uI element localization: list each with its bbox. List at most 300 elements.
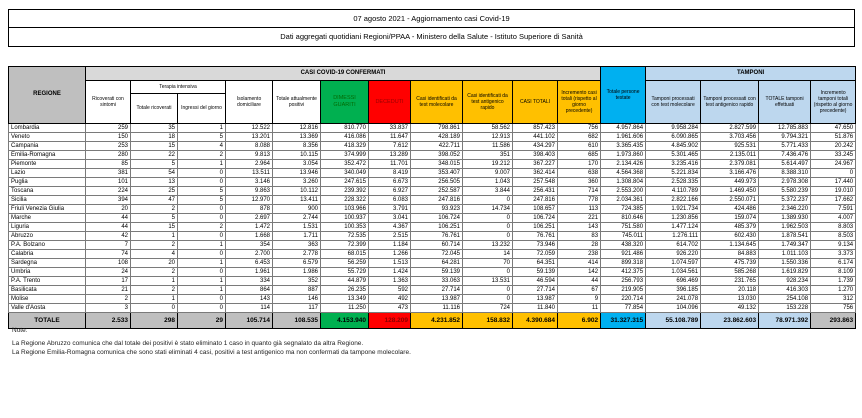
value-cell: 1.973.860 [601, 151, 646, 160]
value-cell: 20 [86, 205, 131, 214]
value-cell: 4 [178, 142, 226, 151]
value-cell: 8.803 [811, 223, 856, 232]
value-cell: 2.134.426 [601, 160, 646, 169]
notes-label: Note: [12, 327, 28, 334]
value-cell: 334 [226, 277, 273, 286]
table-row [9, 142, 856, 151]
value-cell: 26.235 [321, 286, 369, 295]
value-cell: 12.522 [226, 124, 273, 133]
value-cell: 312 [811, 295, 856, 304]
value-cell: 7.436.476 [759, 151, 811, 160]
value-cell: 0 [178, 304, 226, 313]
covid-data-table [8, 66, 856, 329]
value-cell: 108.657 [513, 205, 558, 214]
value-cell: 13.946 [273, 169, 321, 178]
value-cell: 5 [178, 187, 226, 196]
value-cell: 20.118 [701, 286, 759, 295]
value-cell: 6.174 [811, 259, 856, 268]
value-cell: 810.770 [321, 124, 369, 133]
value-cell: 20 [131, 259, 178, 268]
value-cell: 1.921.734 [646, 205, 701, 214]
value-cell: 7 [86, 241, 131, 250]
region-name: Liguria [9, 223, 86, 232]
value-cell: 3.166.476 [701, 169, 759, 178]
value-cell: 352.472 [321, 160, 369, 169]
value-cell: 473 [369, 304, 411, 313]
value-cell: 29 [178, 313, 226, 329]
value-cell: 438.320 [601, 241, 646, 250]
value-cell: 105.714 [226, 313, 273, 329]
table-row [9, 178, 856, 187]
value-cell: 31.327.315 [601, 313, 646, 329]
value-cell: 35 [131, 124, 178, 133]
value-cell: 1.134.645 [701, 241, 759, 250]
value-cell: 1.668 [226, 232, 273, 241]
value-cell: 0 [131, 304, 178, 313]
value-cell: 259 [86, 124, 131, 133]
value-cell: 0 [178, 295, 226, 304]
value-cell: 10.115 [273, 151, 321, 160]
value-cell: 100.353 [321, 223, 369, 232]
value-cell: 100.937 [321, 214, 369, 223]
value-cell: 0 [463, 286, 513, 295]
value-cell: 9.134 [811, 241, 856, 250]
value-cell: 1.034.561 [646, 268, 701, 277]
col-header-incremento-tamponi: Incremento tamponi totali (rispetto al giorno precedente) [811, 81, 856, 124]
value-cell: 638 [558, 169, 601, 178]
value-cell: 11 [558, 304, 601, 313]
value-cell: 751.580 [601, 223, 646, 232]
value-cell: 381 [86, 169, 131, 178]
region-name: Friuli Venezia Giulia [9, 205, 86, 214]
value-cell: 280 [86, 151, 131, 160]
value-cell: 362.414 [513, 169, 558, 178]
value-cell: 257.548 [513, 178, 558, 187]
table-row [9, 205, 856, 214]
region-name: P.A. Bolzano [9, 241, 86, 250]
value-cell: 2 [86, 295, 131, 304]
value-cell: 158.832 [463, 313, 513, 329]
value-cell: 247.615 [321, 178, 369, 187]
value-cell: 10.112 [273, 187, 321, 196]
region-name: Puglia [9, 178, 86, 187]
region-name: Sardegna [9, 259, 86, 268]
region-name: Calabria [9, 250, 86, 259]
value-cell: 5.301.465 [646, 151, 701, 160]
value-cell: 1.074.597 [646, 259, 701, 268]
value-cell: 3.235.416 [646, 160, 701, 169]
value-cell: 6.090.865 [646, 133, 701, 142]
table-row [9, 160, 856, 169]
col-header-deceduti: DECEDUTI [369, 81, 411, 124]
value-cell: 228.322 [321, 196, 369, 205]
region-name: Emilia-Romagna [9, 151, 86, 160]
value-cell: 685 [558, 151, 601, 160]
value-cell: 1 [178, 277, 226, 286]
value-cell: 13.289 [369, 151, 411, 160]
col-header-attualmente-positivi: Totale attualmente positivi [273, 81, 321, 124]
value-cell: 17 [86, 277, 131, 286]
value-cell: 1.739 [811, 277, 856, 286]
value-cell: 9.007 [463, 169, 513, 178]
value-cell: 2.700 [226, 250, 273, 259]
value-cell: 241.078 [646, 295, 701, 304]
col-header-isolamento: Isolamento domiciliare [226, 81, 273, 124]
value-cell: 11.647 [369, 133, 411, 142]
value-cell: 614.702 [646, 241, 701, 250]
value-cell: 921.486 [601, 250, 646, 259]
table-row [9, 241, 856, 250]
value-cell: 146 [273, 295, 321, 304]
value-cell: 1.749.347 [759, 241, 811, 250]
value-cell: 170 [558, 160, 601, 169]
value-cell: 756 [811, 304, 856, 313]
value-cell: 11.250 [321, 304, 369, 313]
value-cell: 4 [131, 250, 178, 259]
value-cell: 899.318 [601, 259, 646, 268]
value-cell: 0 [811, 169, 856, 178]
value-cell: 0 [178, 169, 226, 178]
value-cell: 19.010 [811, 187, 856, 196]
value-cell: 106.724 [513, 214, 558, 223]
value-cell: 72.059 [513, 250, 558, 259]
value-cell: 0 [178, 205, 226, 214]
value-cell: 3.054 [273, 160, 321, 169]
value-cell: 1.276.111 [646, 232, 701, 241]
table-row [9, 277, 856, 286]
value-cell: 78.971.392 [759, 313, 811, 329]
table-row [9, 295, 856, 304]
value-cell: 247.816 [411, 196, 463, 205]
value-cell: 15 [131, 223, 178, 232]
value-cell: 6.673 [369, 178, 411, 187]
value-cell: 6.083 [369, 196, 411, 205]
value-cell: 11.701 [369, 160, 411, 169]
value-cell: 5 [178, 196, 226, 205]
value-cell: 27.714 [411, 286, 463, 295]
value-cell: 2.346.220 [759, 205, 811, 214]
value-cell: 13.349 [321, 295, 369, 304]
value-cell: 108.535 [273, 313, 321, 329]
value-cell: 2 [178, 223, 226, 232]
value-cell: 418.329 [321, 142, 369, 151]
value-cell: 47.650 [811, 124, 856, 133]
region-name: Campania [9, 142, 86, 151]
value-cell: 256.793 [601, 277, 646, 286]
value-cell: 4.153.940 [321, 313, 369, 329]
value-cell: 72.045 [411, 250, 463, 259]
value-cell: 220.714 [601, 295, 646, 304]
value-cell: 73.946 [513, 241, 558, 250]
value-cell: 64.351 [513, 259, 558, 268]
value-cell: 857.423 [513, 124, 558, 133]
value-cell: 143 [226, 295, 273, 304]
value-cell: 1 [178, 241, 226, 250]
value-cell: 363 [273, 241, 321, 250]
value-cell: 22 [131, 151, 178, 160]
value-cell: 351 [463, 151, 513, 160]
value-cell: 2 [131, 205, 178, 214]
value-cell: 414 [558, 259, 601, 268]
value-cell: 103.966 [321, 205, 369, 214]
value-cell: 76.761 [411, 232, 463, 241]
value-cell: 25 [131, 187, 178, 196]
value-cell: 352 [273, 277, 321, 286]
value-cell: 2 [178, 151, 226, 160]
value-cell: 13.531 [463, 277, 513, 286]
value-cell: 104.096 [646, 304, 701, 313]
value-cell: 900 [273, 205, 321, 214]
table-row [9, 250, 856, 259]
value-cell: 0 [463, 232, 513, 241]
value-cell: 2.550.071 [701, 196, 759, 205]
value-cell: 1.711 [273, 232, 321, 241]
value-cell: 47 [131, 196, 178, 205]
value-cell: 19.212 [463, 160, 513, 169]
value-cell: 7.591 [811, 205, 856, 214]
table-row [9, 133, 856, 142]
value-cell: 412.375 [601, 268, 646, 277]
value-cell: 13.511 [226, 169, 273, 178]
value-cell: 21 [86, 286, 131, 295]
value-cell: 0 [463, 223, 513, 232]
value-cell: 354 [226, 241, 273, 250]
value-cell: 0 [463, 295, 513, 304]
value-cell: 24 [86, 268, 131, 277]
region-name: Umbria [9, 268, 86, 277]
value-cell: 2.528.335 [646, 178, 701, 187]
value-cell: 28 [558, 241, 601, 250]
value-cell: 434.297 [513, 142, 558, 151]
value-cell: 15 [131, 142, 178, 151]
col-header-regione: REGIONE [9, 67, 86, 124]
value-cell: 117 [273, 304, 321, 313]
value-cell: 585.268 [701, 268, 759, 277]
col-header-casi-antigenico: Casi identificati da test antigenico rapido [463, 81, 513, 124]
report-subtitle: Dati aggregati quotidiani Regioni/PPAA - Ministero della Salute - Istituto Superiore di Sanità [280, 32, 583, 41]
value-cell: 59.139 [411, 268, 463, 277]
value-cell: 1 [178, 259, 226, 268]
value-cell: 72.399 [321, 241, 369, 250]
value-cell: 1.986 [273, 268, 321, 277]
table-body [9, 124, 856, 329]
value-cell: 3.365.435 [601, 142, 646, 151]
value-cell: 2.034.361 [601, 196, 646, 205]
value-cell: 810.646 [601, 214, 646, 223]
value-cell: 253 [86, 142, 131, 151]
value-cell: 3.260 [273, 178, 321, 187]
value-cell: 77.854 [601, 304, 646, 313]
value-cell: 1 [178, 286, 226, 295]
value-cell: 3.373 [811, 250, 856, 259]
value-cell: 8.088 [226, 142, 273, 151]
value-cell: 696.469 [646, 277, 701, 286]
value-cell: 3.791 [369, 205, 411, 214]
value-cell: 33.063 [411, 277, 463, 286]
value-cell: 798.861 [411, 124, 463, 133]
value-cell: 0 [178, 214, 226, 223]
value-cell: 4.564.368 [601, 169, 646, 178]
value-cell: 252.587 [411, 187, 463, 196]
group-header-terapia-intensiva: Terapia intensiva [131, 81, 226, 94]
value-cell: 441.102 [513, 133, 558, 142]
value-cell: 58.562 [463, 124, 513, 133]
value-cell: 4.007 [811, 214, 856, 223]
value-cell: 4.390.684 [513, 313, 558, 329]
region-name: P.A. Trento [9, 277, 86, 286]
group-header-casi-confermati: CASI COVID-19 CONFERMATI [86, 67, 601, 81]
value-cell: 1.363 [369, 277, 411, 286]
value-cell: 114 [226, 304, 273, 313]
value-cell: 51.876 [811, 133, 856, 142]
value-cell: 93.923 [411, 205, 463, 214]
value-cell: 44 [86, 223, 131, 232]
value-cell: 1.270 [811, 286, 856, 295]
col-header-incremento-casi: Incremento casi totali (rispetto al giorno precedente) [558, 81, 601, 124]
value-cell: 106.251 [411, 223, 463, 232]
value-cell: 9.958.284 [646, 124, 701, 133]
value-cell: 1.961 [226, 268, 273, 277]
value-cell: 64.281 [411, 259, 463, 268]
value-cell: 44 [558, 277, 601, 286]
value-cell: 20.242 [811, 142, 856, 151]
value-cell: 54 [131, 169, 178, 178]
value-cell: 398.403 [513, 151, 558, 160]
value-cell: 3 [86, 304, 131, 313]
value-cell: 1.513 [369, 259, 411, 268]
value-cell: 9.863 [226, 187, 273, 196]
value-cell: 2.697 [226, 214, 273, 223]
value-cell: 8.388.310 [759, 169, 811, 178]
value-cell: 5.580.239 [759, 187, 811, 196]
value-cell: 17.662 [811, 196, 856, 205]
value-cell: 4.231.852 [411, 313, 463, 329]
value-cell: 878 [226, 205, 273, 214]
value-cell: 0 [463, 268, 513, 277]
value-cell: 44 [86, 214, 131, 223]
value-cell: 1 [131, 232, 178, 241]
value-cell: 1.531 [273, 223, 321, 232]
value-cell: 396.185 [646, 286, 701, 295]
value-cell: 2 [131, 241, 178, 250]
value-cell: 2.978.308 [759, 178, 811, 187]
value-cell: 5.221.834 [646, 169, 701, 178]
value-cell: 1.184 [369, 241, 411, 250]
value-cell: 0 [463, 196, 513, 205]
col-header-casi-molecolare: Casi identificati da test molecolare [411, 81, 463, 124]
value-cell: 926.220 [646, 250, 701, 259]
value-cell: 424.486 [701, 205, 759, 214]
value-cell: 60.714 [411, 241, 463, 250]
value-cell: 17.440 [811, 178, 856, 187]
value-cell: 12.816 [273, 124, 321, 133]
value-cell: 18 [131, 133, 178, 142]
table-row [9, 169, 856, 178]
value-cell: 1.472 [226, 223, 273, 232]
value-cell: 11.116 [411, 304, 463, 313]
region-name: Sicilia [9, 196, 86, 205]
value-cell: 6.902 [558, 313, 601, 329]
col-header-ricoverati: Ricoverati con sintomi [86, 81, 131, 124]
table-row [9, 232, 856, 241]
report-date-title: 07 agosto 2021 - Aggiornamento casi Covid-19 [9, 10, 854, 28]
value-cell: 724 [463, 304, 513, 313]
value-cell: 353.407 [411, 169, 463, 178]
value-cell: 610 [558, 142, 601, 151]
value-cell: 56.259 [321, 259, 369, 268]
value-cell: 1 [131, 295, 178, 304]
table-row [9, 124, 856, 133]
value-cell: 9.794.321 [759, 133, 811, 142]
value-cell: 49.132 [701, 304, 759, 313]
value-cell: 2 [131, 286, 178, 295]
value-cell: 5.372.237 [759, 196, 811, 205]
value-cell: 374.999 [321, 151, 369, 160]
value-cell: 83 [558, 232, 601, 241]
value-cell: 925.531 [701, 142, 759, 151]
region-name: Basilicata [9, 286, 86, 295]
value-cell: 3.146 [226, 178, 273, 187]
table-row [9, 196, 856, 205]
region-name: Abruzzo [9, 232, 86, 241]
value-cell: 11.840 [513, 304, 558, 313]
value-cell: 12.913 [463, 133, 513, 142]
value-cell: 1 [178, 124, 226, 133]
value-cell: 221 [558, 214, 601, 223]
value-cell: 0 [178, 268, 226, 277]
value-cell: 394 [86, 196, 131, 205]
value-cell: 2.135.011 [701, 151, 759, 160]
value-cell: 44.879 [321, 277, 369, 286]
value-cell: 928.234 [759, 277, 811, 286]
value-cell: 55.108.789 [646, 313, 701, 329]
value-cell: 13.411 [273, 196, 321, 205]
value-cell: 0 [463, 214, 513, 223]
value-cell: 416.303 [759, 286, 811, 295]
value-cell: 293.863 [811, 313, 856, 329]
value-cell: 1.550.336 [759, 259, 811, 268]
value-cell: 2.744 [273, 214, 321, 223]
value-cell: 256.431 [513, 187, 558, 196]
value-cell: 27.714 [513, 286, 558, 295]
value-cell: 1.308.804 [601, 178, 646, 187]
value-cell: 1.477.124 [646, 223, 701, 232]
value-cell: 2.533 [86, 313, 131, 329]
value-cell: 33.245 [811, 151, 856, 160]
region-name: Marche [9, 214, 86, 223]
value-cell: 6.453 [226, 259, 273, 268]
value-cell: 3.844 [463, 187, 513, 196]
group-header-tamponi: TAMPONI [646, 67, 856, 81]
value-cell: 2 [131, 268, 178, 277]
value-cell: 2.515 [369, 232, 411, 241]
value-cell: 1.469.450 [701, 187, 759, 196]
table-row [9, 223, 856, 232]
value-cell: 864 [226, 286, 273, 295]
value-cell: 13 [131, 178, 178, 187]
value-cell: 101 [86, 178, 131, 187]
value-cell: 778 [558, 196, 601, 205]
region-name: Veneto [9, 133, 86, 142]
col-header-tamponi-molecolare: Tamponi processati con test molecolare [646, 81, 701, 124]
value-cell: 85 [86, 160, 131, 169]
value-cell: 756 [558, 124, 601, 133]
region-name: Valle d'Aosta [9, 304, 86, 313]
value-cell: 1.962.503 [759, 223, 811, 232]
value-cell: 238 [558, 250, 601, 259]
col-header-casi-totali: CASI TOTALI [513, 81, 558, 124]
table-row [9, 187, 856, 196]
